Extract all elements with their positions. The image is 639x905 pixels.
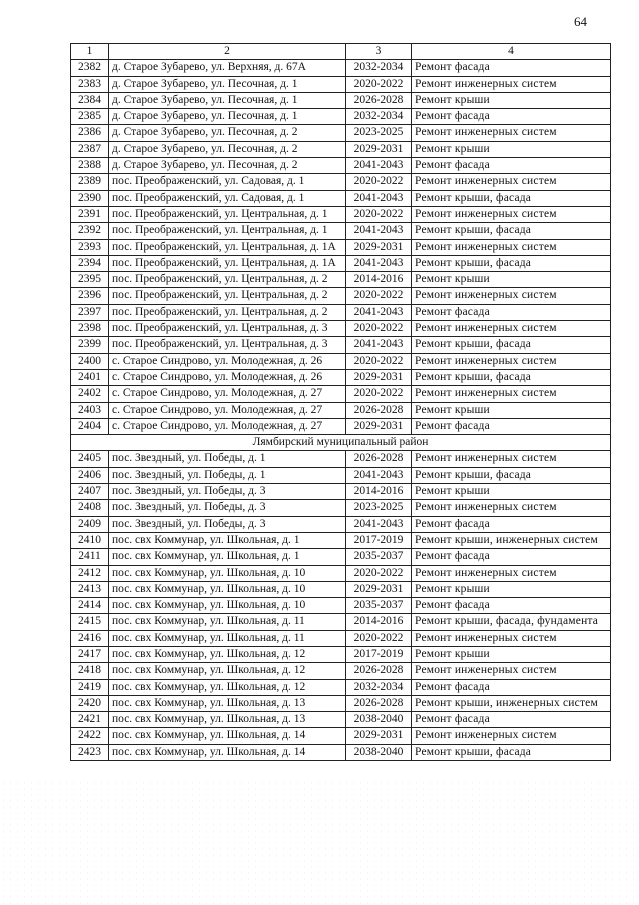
- row-work-type: Ремонт инженерных систем: [412, 386, 611, 402]
- row-period: 2032-2034: [346, 60, 412, 76]
- row-number: 2412: [71, 565, 109, 581]
- row-period: 2020-2022: [346, 76, 412, 92]
- row-period: 2020-2022: [346, 565, 412, 581]
- table-row: [71, 255, 611, 271]
- row-number: 2400: [71, 353, 109, 369]
- row-period: 2041-2043: [346, 255, 412, 271]
- row-address: пос. Преображенский, ул. Центральная, д. 3: [109, 321, 346, 337]
- row-address: пос. свх Коммунар, ул. Школьная, д. 10: [109, 581, 346, 597]
- row-number: 2394: [71, 255, 109, 271]
- row-period: 2020-2022: [346, 386, 412, 402]
- row-work-type: Ремонт фасада: [412, 109, 611, 125]
- table-row: [71, 190, 611, 206]
- row-period: 2020-2022: [346, 206, 412, 222]
- row-period: 2026-2028: [346, 92, 412, 108]
- row-period: 2029-2031: [346, 728, 412, 744]
- row-number: 2404: [71, 418, 109, 434]
- section-row: [71, 435, 611, 451]
- row-work-type: Ремонт крыши, инженерных систем: [412, 532, 611, 548]
- repair-schedule-table: [70, 43, 611, 761]
- row-period: 2020-2022: [346, 353, 412, 369]
- table-row: [71, 386, 611, 402]
- table-row: [71, 158, 611, 174]
- table-body: [71, 60, 611, 761]
- row-number: 2385: [71, 109, 109, 125]
- row-number: 2390: [71, 190, 109, 206]
- row-number: 2417: [71, 646, 109, 662]
- row-period: 2029-2031: [346, 141, 412, 157]
- table-row: [71, 418, 611, 434]
- table-row: [71, 532, 611, 548]
- row-number: 2405: [71, 451, 109, 467]
- row-work-type: Ремонт крыши, фасада: [412, 744, 611, 760]
- table-row: [71, 369, 611, 385]
- row-work-type: Ремонт крыши, фасада: [412, 369, 611, 385]
- row-period: 2026-2028: [346, 451, 412, 467]
- row-number: 2393: [71, 239, 109, 255]
- table-row: [71, 125, 611, 141]
- row-period: 2023-2025: [346, 125, 412, 141]
- row-number: 2389: [71, 174, 109, 190]
- row-work-type: Ремонт инженерных систем: [412, 663, 611, 679]
- row-address: пос. Звездный, ул. Победы, д. 3: [109, 484, 346, 500]
- row-work-type: Ремонт крыши, фасада: [412, 255, 611, 271]
- row-work-type: Ремонт инженерных систем: [412, 728, 611, 744]
- row-address: пос. свх Коммунар, ул. Школьная, д. 10: [109, 565, 346, 581]
- row-work-type: Ремонт инженерных систем: [412, 630, 611, 646]
- table-row: [71, 728, 611, 744]
- page-number: 64: [574, 14, 587, 29]
- row-number: 2410: [71, 532, 109, 548]
- row-number: 2382: [71, 60, 109, 76]
- row-work-type: Ремонт фасада: [412, 418, 611, 434]
- row-address: пос. Звездный, ул. Победы, д. 1: [109, 467, 346, 483]
- header-col-2: 2: [109, 44, 346, 60]
- row-address: пос. свх Коммунар, ул. Школьная, д. 1: [109, 549, 346, 565]
- row-period: 2026-2028: [346, 695, 412, 711]
- row-work-type: Ремонт инженерных систем: [412, 500, 611, 516]
- row-number: 2392: [71, 223, 109, 239]
- row-number: 2386: [71, 125, 109, 141]
- row-number: 2384: [71, 92, 109, 108]
- row-address: пос. Преображенский, ул. Садовая, д. 1: [109, 174, 346, 190]
- table-row: [71, 598, 611, 614]
- row-address: с. Старое Синдрово, ул. Молодежная, д. 27: [109, 386, 346, 402]
- table-row: [71, 174, 611, 190]
- row-period: 2026-2028: [346, 663, 412, 679]
- header-col-4: 4: [412, 44, 611, 60]
- header-col-1: 1: [71, 44, 109, 60]
- row-work-type: Ремонт инженерных систем: [412, 321, 611, 337]
- row-period: 2041-2043: [346, 158, 412, 174]
- row-address: с. Старое Синдрово, ул. Молодежная, д. 27: [109, 418, 346, 434]
- row-address: пос. Звездный, ул. Победы, д. 3: [109, 516, 346, 532]
- table-row: [71, 663, 611, 679]
- table-row: [71, 614, 611, 630]
- table-row: [71, 76, 611, 92]
- row-work-type: Ремонт фасада: [412, 549, 611, 565]
- row-work-type: Ремонт крыши, фасада: [412, 467, 611, 483]
- row-period: 2032-2034: [346, 109, 412, 125]
- table-row: [71, 353, 611, 369]
- row-address: с. Старое Синдрово, ул. Молодежная, д. 26: [109, 353, 346, 369]
- row-address: пос. Звездный, ул. Победы, д. 1: [109, 451, 346, 467]
- row-address: пос. свх Коммунар, ул. Школьная, д. 13: [109, 695, 346, 711]
- row-work-type: Ремонт крыши: [412, 484, 611, 500]
- row-number: 2406: [71, 467, 109, 483]
- row-period: 2032-2034: [346, 679, 412, 695]
- row-address: д. Старое Зубарево, ул. Песочная, д. 2: [109, 141, 346, 157]
- table-row: [71, 223, 611, 239]
- row-work-type: Ремонт крыши, фасада: [412, 190, 611, 206]
- table-row: [71, 565, 611, 581]
- row-work-type: Ремонт крыши: [412, 272, 611, 288]
- row-number: 2421: [71, 712, 109, 728]
- row-work-type: Ремонт крыши: [412, 92, 611, 108]
- row-work-type: Ремонт крыши, фасада: [412, 337, 611, 353]
- table-row: [71, 337, 611, 353]
- row-work-type: Ремонт крыши, фасада, фундамента: [412, 614, 611, 630]
- row-work-type: Ремонт крыши: [412, 141, 611, 157]
- row-period: 2041-2043: [346, 304, 412, 320]
- row-number: 2413: [71, 581, 109, 597]
- row-address: пос. Преображенский, ул. Центральная, д. 1А: [109, 255, 346, 271]
- row-period: 2035-2037: [346, 549, 412, 565]
- row-work-type: Ремонт фасада: [412, 304, 611, 320]
- table-row: [71, 484, 611, 500]
- row-number: 2391: [71, 206, 109, 222]
- row-address: пос. свх Коммунар, ул. Школьная, д. 12: [109, 646, 346, 662]
- row-number: 2383: [71, 76, 109, 92]
- row-period: 2017-2019: [346, 646, 412, 662]
- table-row: [71, 679, 611, 695]
- table-row: [71, 695, 611, 711]
- header-row: [71, 44, 611, 60]
- row-period: 2014-2016: [346, 484, 412, 500]
- row-number: 2399: [71, 337, 109, 353]
- row-period: 2029-2031: [346, 581, 412, 597]
- row-period: 2020-2022: [346, 174, 412, 190]
- row-number: 2408: [71, 500, 109, 516]
- row-work-type: Ремонт крыши, фасада: [412, 223, 611, 239]
- row-address: пос. свх Коммунар, ул. Школьная, д. 11: [109, 614, 346, 630]
- row-address: пос. Звездный, ул. Победы, д. 3: [109, 500, 346, 516]
- table-row: [71, 744, 611, 760]
- row-address: пос. Преображенский, ул. Центральная, д. 1: [109, 206, 346, 222]
- row-number: 2387: [71, 141, 109, 157]
- row-number: 2418: [71, 663, 109, 679]
- table-row: [71, 321, 611, 337]
- row-address: пос. свх Коммунар, ул. Школьная, д. 12: [109, 663, 346, 679]
- row-period: 2029-2031: [346, 239, 412, 255]
- row-number: 2388: [71, 158, 109, 174]
- row-work-type: Ремонт крыши: [412, 581, 611, 597]
- row-number: 2395: [71, 272, 109, 288]
- row-work-type: Ремонт фасада: [412, 679, 611, 695]
- row-number: 2398: [71, 321, 109, 337]
- row-work-type: Ремонт инженерных систем: [412, 239, 611, 255]
- row-address: пос. свх Коммунар, ул. Школьная, д. 14: [109, 744, 346, 760]
- table-row: [71, 630, 611, 646]
- row-work-type: Ремонт инженерных систем: [412, 76, 611, 92]
- row-period: 2023-2025: [346, 500, 412, 516]
- table-row: [71, 92, 611, 108]
- table-row: [71, 109, 611, 125]
- row-period: 2020-2022: [346, 630, 412, 646]
- row-period: 2026-2028: [346, 402, 412, 418]
- table-row: [71, 516, 611, 532]
- table-row: [71, 206, 611, 222]
- row-address: пос. свх Коммунар, ул. Школьная, д. 12: [109, 679, 346, 695]
- row-work-type: Ремонт инженерных систем: [412, 125, 611, 141]
- table-row: [71, 402, 611, 418]
- row-address: пос. свх Коммунар, ул. Школьная, д. 1: [109, 532, 346, 548]
- row-period: 2041-2043: [346, 337, 412, 353]
- row-work-type: Ремонт крыши: [412, 402, 611, 418]
- row-address: пос. свх Коммунар, ул. Школьная, д. 11: [109, 630, 346, 646]
- row-address: пос. свх Коммунар, ул. Школьная, д. 14: [109, 728, 346, 744]
- row-number: 2396: [71, 288, 109, 304]
- row-address: пос. Преображенский, ул. Центральная, д. 2: [109, 288, 346, 304]
- table-row: [71, 451, 611, 467]
- table-row: [71, 239, 611, 255]
- row-work-type: Ремонт инженерных систем: [412, 288, 611, 304]
- row-address: д. Старое Зубарево, ул. Песочная, д. 1: [109, 76, 346, 92]
- row-number: 2415: [71, 614, 109, 630]
- row-period: 2029-2031: [346, 369, 412, 385]
- row-number: 2401: [71, 369, 109, 385]
- row-address: пос. Преображенский, ул. Центральная, д. 2: [109, 272, 346, 288]
- row-period: 2041-2043: [346, 467, 412, 483]
- row-work-type: Ремонт фасада: [412, 158, 611, 174]
- table-row: [71, 581, 611, 597]
- table-row: [71, 467, 611, 483]
- row-address: д. Старое Зубарево, ул. Песочная, д. 1: [109, 109, 346, 125]
- row-period: 2038-2040: [346, 712, 412, 728]
- row-number: 2402: [71, 386, 109, 402]
- table-row: [71, 60, 611, 76]
- row-number: 2422: [71, 728, 109, 744]
- row-address: пос. Преображенский, ул. Центральная, д. 1А: [109, 239, 346, 255]
- row-period: 2017-2019: [346, 532, 412, 548]
- row-period: 2014-2016: [346, 272, 412, 288]
- row-address: пос. Преображенский, ул. Центральная, д. 2: [109, 304, 346, 320]
- row-address: д. Старое Зубарево, ул. Песочная, д. 1: [109, 92, 346, 108]
- row-address: пос. Преображенский, ул. Центральная, д. 3: [109, 337, 346, 353]
- row-address: пос. свх Коммунар, ул. Школьная, д. 10: [109, 598, 346, 614]
- row-number: 2407: [71, 484, 109, 500]
- table-row: [71, 272, 611, 288]
- row-period: 2035-2037: [346, 598, 412, 614]
- table-row: [71, 141, 611, 157]
- row-work-type: Ремонт инженерных систем: [412, 174, 611, 190]
- row-period: 2041-2043: [346, 516, 412, 532]
- row-period: 2014-2016: [346, 614, 412, 630]
- row-number: 2416: [71, 630, 109, 646]
- row-work-type: Ремонт инженерных систем: [412, 353, 611, 369]
- table-row: [71, 288, 611, 304]
- row-number: 2414: [71, 598, 109, 614]
- row-period: 2041-2043: [346, 190, 412, 206]
- row-number: 2411: [71, 549, 109, 565]
- row-number: 2409: [71, 516, 109, 532]
- row-address: с. Старое Синдрово, ул. Молодежная, д. 27: [109, 402, 346, 418]
- table-row: [71, 500, 611, 516]
- row-work-type: Ремонт инженерных систем: [412, 206, 611, 222]
- row-period: 2041-2043: [346, 223, 412, 239]
- row-work-type: Ремонт инженерных систем: [412, 451, 611, 467]
- row-number: 2403: [71, 402, 109, 418]
- table-row: [71, 646, 611, 662]
- row-number: 2423: [71, 744, 109, 760]
- row-number: 2397: [71, 304, 109, 320]
- row-address: пос. Преображенский, ул. Садовая, д. 1: [109, 190, 346, 206]
- row-number: 2420: [71, 695, 109, 711]
- row-period: 2020-2022: [346, 288, 412, 304]
- row-work-type: Ремонт инженерных систем: [412, 565, 611, 581]
- row-address: д. Старое Зубарево, ул. Песочная, д. 2: [109, 158, 346, 174]
- row-work-type: Ремонт крыши, инженерных систем: [412, 695, 611, 711]
- row-work-type: Ремонт фасада: [412, 712, 611, 728]
- row-address: с. Старое Синдрово, ул. Молодежная, д. 26: [109, 369, 346, 385]
- scan-noise: [0, 780, 639, 905]
- row-period: 2038-2040: [346, 744, 412, 760]
- row-address: пос. свх Коммунар, ул. Школьная, д. 13: [109, 712, 346, 728]
- row-work-type: Ремонт фасада: [412, 598, 611, 614]
- row-period: 2029-2031: [346, 418, 412, 434]
- row-number: 2419: [71, 679, 109, 695]
- table-row: [71, 304, 611, 320]
- table-row: [71, 549, 611, 565]
- row-work-type: Ремонт фасада: [412, 516, 611, 532]
- row-work-type: Ремонт фасада: [412, 60, 611, 76]
- header-col-3: 3: [346, 44, 412, 60]
- row-work-type: Ремонт крыши: [412, 646, 611, 662]
- row-period: 2020-2022: [346, 321, 412, 337]
- row-address: пос. Преображенский, ул. Центральная, д. 1: [109, 223, 346, 239]
- table-row: [71, 712, 611, 728]
- section-title: Лямбирский муниципальный район: [71, 435, 611, 451]
- row-address: д. Старое Зубарево, ул. Верхняя, д. 67А: [109, 60, 346, 76]
- row-address: д. Старое Зубарево, ул. Песочная, д. 2: [109, 125, 346, 141]
